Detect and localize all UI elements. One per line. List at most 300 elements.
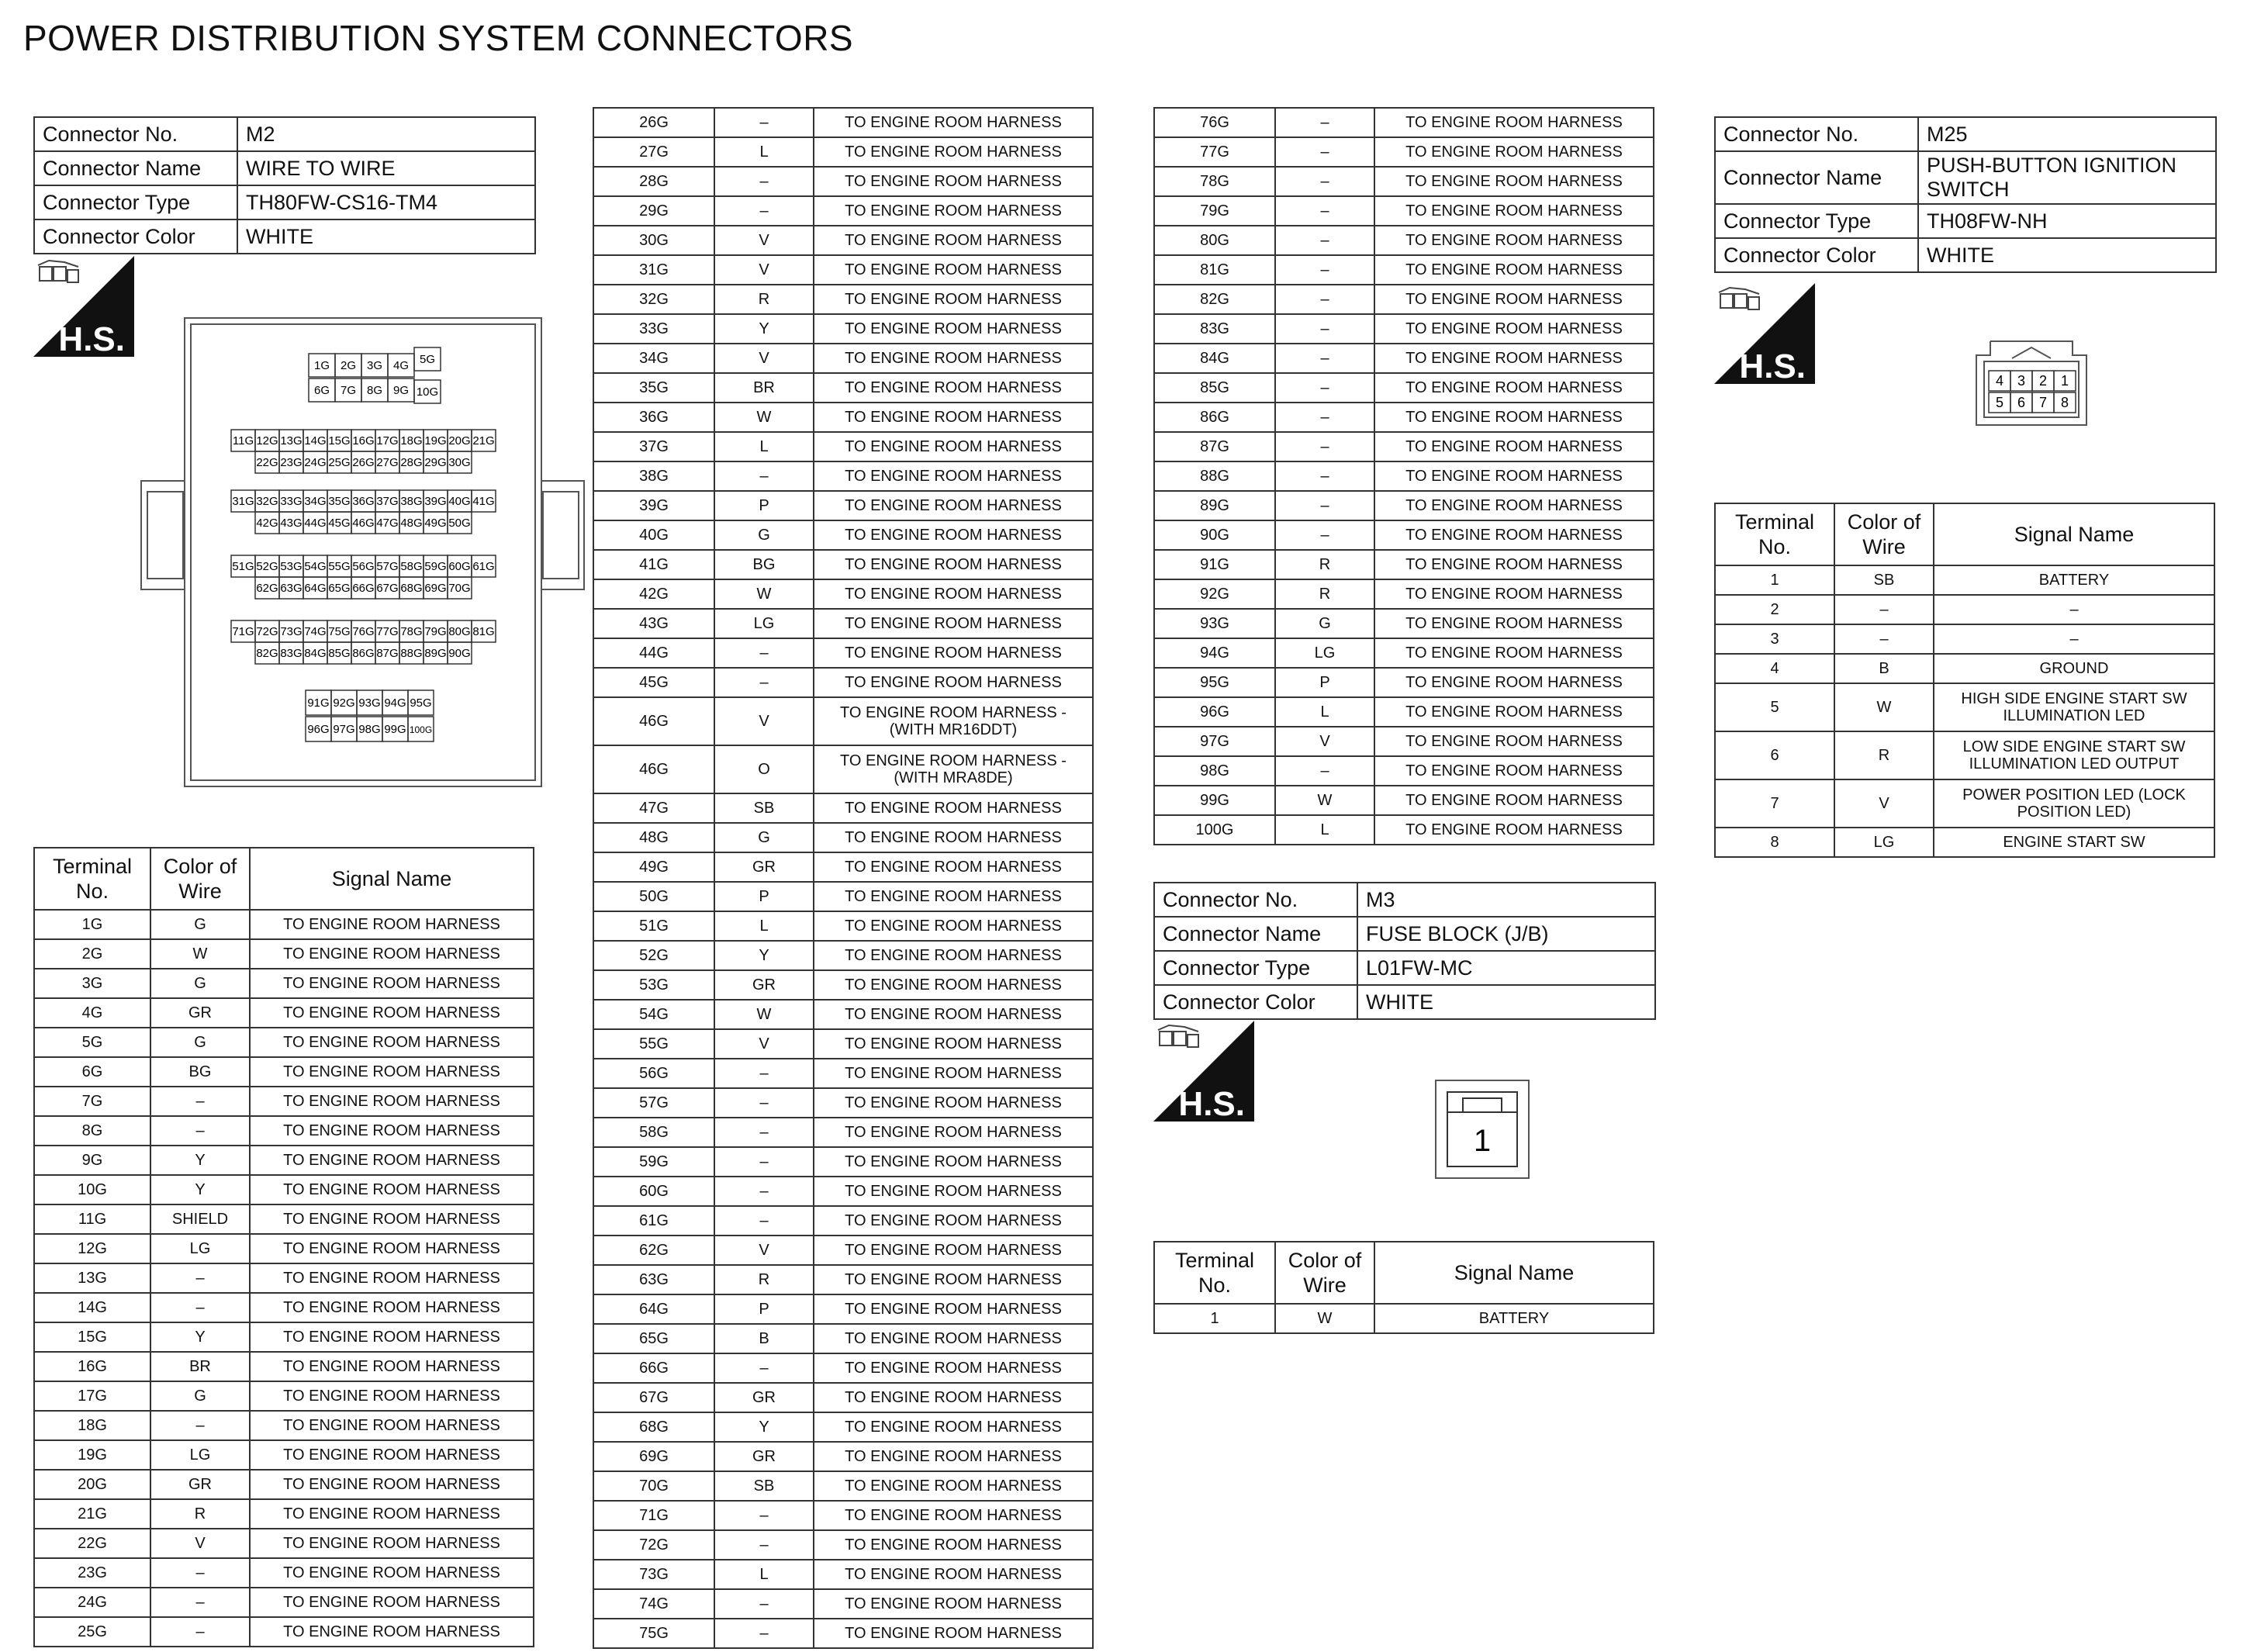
signal-name-cell: TO ENGINE ROOM HARNESS (814, 1471, 1093, 1501)
table-row (1715, 654, 2214, 683)
wire-color-cell: P (1275, 668, 1374, 697)
table-row (1154, 226, 1654, 255)
signal-name-cell: TO ENGINE ROOM HARNESS (250, 939, 534, 969)
pin-label: 59G (424, 560, 447, 573)
wire-color-cell: – (1834, 624, 1934, 654)
pin-label: 44G (304, 517, 327, 530)
pin-label: 2G (340, 359, 357, 372)
wire-color-cell: G (714, 823, 814, 852)
terminal-cell: 25G (34, 1617, 150, 1647)
table-row (1154, 815, 1654, 845)
signal-name-cell: TO ENGINE ROOM HARNESS (814, 882, 1093, 911)
pin-label: 4G (392, 359, 410, 372)
wire-color-cell: – (1275, 255, 1374, 285)
table-row (593, 882, 1093, 911)
wire-color-cell: SB (714, 793, 814, 823)
wire-color-cell: L (1275, 697, 1374, 727)
table-row (34, 1470, 534, 1499)
terminal-cell: 37G (593, 432, 714, 461)
wire-color-cell: W (714, 1000, 814, 1029)
table-row (593, 1000, 1093, 1029)
pin-label: 89G (424, 647, 447, 660)
terminal-cell: 85G (1154, 373, 1275, 403)
table-row (593, 638, 1093, 668)
signal-name-cell: TO ENGINE ROOM HARNESS (814, 638, 1093, 668)
pin-label: 31G (232, 495, 254, 508)
table-row (593, 226, 1093, 255)
pin-label: 77G (376, 625, 399, 638)
pin-label: 90G (448, 647, 471, 660)
table-row (593, 823, 1093, 852)
wire-color-cell: R (1275, 550, 1374, 579)
pin-label: 1 (2060, 373, 2069, 389)
table-row (1715, 565, 2214, 595)
pin-label: 7 (2038, 395, 2048, 410)
signal-name-cell: TO ENGINE ROOM HARNESS (814, 1294, 1093, 1324)
wire-color-cell: L (714, 137, 814, 167)
wire-color-cell: – (714, 461, 814, 491)
terminal-cell: 67G (593, 1383, 714, 1412)
table-row (1715, 624, 2214, 654)
terminal-cell: 54G (593, 1000, 714, 1029)
header-color: Color of Wire (1834, 503, 1934, 565)
signal-name-cell: TO ENGINE ROOM HARNESS (814, 1589, 1093, 1619)
m25-connector-info (1714, 116, 2217, 273)
pin-label: 5 (1995, 395, 2004, 410)
wire-color-cell: W (150, 939, 250, 969)
pin-label: 39G (424, 495, 447, 508)
wire-color-cell: R (714, 285, 814, 314)
pin-label: 63G (280, 582, 303, 595)
signal-name-cell: TO ENGINE ROOM HARNESS (250, 1558, 534, 1588)
terminal-cell: 48G (593, 823, 714, 852)
signal-name-cell: TO ENGINE ROOM HARNESS (814, 1088, 1093, 1118)
m25-table (1714, 503, 2215, 858)
signal-name-cell: TO ENGINE ROOM HARNESS (814, 1029, 1093, 1059)
wire-color-cell: – (1275, 520, 1374, 550)
wire-color-cell: R (150, 1499, 250, 1529)
terminal-cell: 6G (34, 1057, 150, 1087)
terminal-cell: 53G (593, 970, 714, 1000)
terminal-cell: 65G (593, 1324, 714, 1353)
signal-name-cell: TO ENGINE ROOM HARNESS (250, 998, 534, 1028)
table-row (593, 137, 1093, 167)
terminal-cell: 72G (593, 1530, 714, 1560)
pin-label: 29G (424, 456, 447, 469)
wire-color-cell: – (150, 1293, 250, 1322)
pin-label: 68G (400, 582, 423, 595)
terminal-cell: 58G (593, 1118, 714, 1147)
terminal-cell: 56G (593, 1059, 714, 1088)
table-row (1154, 461, 1654, 491)
pin-label: 69G (424, 582, 447, 595)
pin-label: 19G (424, 434, 447, 448)
signal-name-cell: TO ENGINE ROOM HARNESS (1374, 756, 1654, 786)
signal-name-cell: TO ENGINE ROOM HARNESS (814, 970, 1093, 1000)
table-row (1154, 432, 1654, 461)
signal-name-cell: TO ENGINE ROOM HARNESS (1374, 815, 1654, 845)
info-value: WHITE (1918, 238, 2216, 272)
m2-table-b (593, 107, 1094, 1649)
terminal-cell: 66G (593, 1353, 714, 1383)
header-terminal: Terminal No. (1154, 1242, 1275, 1304)
table-row (34, 969, 534, 998)
wire-color-cell: – (714, 1619, 814, 1648)
pin-label: 71G (232, 625, 254, 638)
table-row (593, 520, 1093, 550)
header-terminal: Terminal No. (34, 848, 150, 910)
wire-color-cell: – (714, 1177, 814, 1206)
signal-name-cell: TO ENGINE ROOM HARNESS (814, 373, 1093, 403)
wire-color-cell: P (714, 1294, 814, 1324)
terminal-cell: 24G (34, 1588, 150, 1617)
terminal-cell: 11G (34, 1204, 150, 1234)
pin-label: 52G (256, 560, 278, 573)
pin-label: 85G (328, 647, 351, 660)
signal-name-cell: TO ENGINE ROOM HARNESS (250, 1204, 534, 1234)
pin-label: 45G (328, 517, 351, 530)
info-label: Connector Name (34, 151, 237, 185)
signal-name-cell: TO ENGINE ROOM HARNESS (814, 285, 1093, 314)
terminal-cell: 74G (593, 1589, 714, 1619)
pin-label: 21G (472, 434, 495, 448)
pin-label: 87G (376, 647, 399, 660)
pin-label: 48G (400, 517, 423, 530)
pin-label: 36G (352, 495, 375, 508)
table-row (34, 939, 534, 969)
signal-name-cell: TO ENGINE ROOM HARNESS (1374, 697, 1654, 727)
wire-color-cell: G (714, 520, 814, 550)
wire-color-cell: SB (714, 1471, 814, 1501)
pin-label: 97G (333, 723, 355, 736)
info-label: Connector Type (34, 185, 237, 219)
wire-color-cell: V (714, 344, 814, 373)
info-label: Connector Color (1154, 985, 1357, 1019)
table-row (34, 1057, 534, 1087)
table-row (593, 491, 1093, 520)
wire-color-cell: SHIELD (150, 1204, 250, 1234)
header-color: Color of Wire (150, 848, 250, 910)
info-value: PUSH-BUTTON IGNITION SWITCH (1918, 151, 2216, 204)
signal-name-cell: TO ENGINE ROOM HARNESS (1374, 491, 1654, 520)
wire-color-cell: – (1275, 461, 1374, 491)
pin-label: 60G (448, 560, 471, 573)
table-row (593, 1294, 1093, 1324)
signal-name-cell: TO ENGINE ROOM HARNESS (814, 668, 1093, 697)
terminal-cell: 6 (1715, 731, 1834, 779)
signal-name-cell: TO ENGINE ROOM HARNESS (814, 793, 1093, 823)
hs-label: H.S. (1178, 1085, 1245, 1121)
signal-name-cell: TO ENGINE ROOM HARNESS (250, 1028, 534, 1057)
table-row (34, 1116, 534, 1146)
terminal-cell: 63G (593, 1265, 714, 1294)
pin-label: 24G (304, 456, 327, 469)
signal-name-cell: TO ENGINE ROOM HARNESS (250, 1411, 534, 1440)
table-row (593, 793, 1093, 823)
signal-name-cell: TO ENGINE ROOM HARNESS (814, 1236, 1093, 1265)
table-row (593, 108, 1093, 137)
table-row (1715, 683, 2214, 731)
signal-name-cell: TO ENGINE ROOM HARNESS (1374, 550, 1654, 579)
terminal-cell: 5G (34, 1028, 150, 1057)
pin-label: 16G (352, 434, 375, 448)
signal-name-cell: TO ENGINE ROOM HARNESS (250, 1322, 534, 1352)
info-label: Connector No. (34, 117, 237, 151)
info-value: L01FW-MC (1357, 951, 1655, 985)
wire-color-cell: – (714, 167, 814, 196)
terminal-cell: 52G (593, 941, 714, 970)
signal-name-cell: TO ENGINE ROOM HARNESS (250, 1470, 534, 1499)
terminal-cell: 83G (1154, 314, 1275, 344)
table-row (34, 1204, 534, 1234)
signal-name-cell: TO ENGINE ROOM HARNESS (250, 1588, 534, 1617)
hs-connector-icon (33, 256, 134, 357)
terminal-cell: 99G (1154, 786, 1275, 815)
signal-name-cell: TO ENGINE ROOM HARNESS (1374, 255, 1654, 285)
terminal-cell: 31G (593, 255, 714, 285)
signal-name-cell: TO ENGINE ROOM HARNESS (250, 1529, 534, 1558)
pin-label: 2 (2038, 373, 2048, 389)
m3-connector-diagram (1435, 1080, 1530, 1179)
terminal-cell: 89G (1154, 491, 1275, 520)
wire-color-cell: GR (714, 852, 814, 882)
terminal-cell: 29G (593, 196, 714, 226)
info-value: M3 (1357, 883, 1655, 917)
terminal-cell: 91G (1154, 550, 1275, 579)
wire-color-cell: V (714, 255, 814, 285)
hs-label: H.S. (58, 320, 125, 357)
info-value: WHITE (1357, 985, 1655, 1019)
signal-name-cell: TO ENGINE ROOM HARNESS (814, 1177, 1093, 1206)
wire-color-cell: – (1275, 167, 1374, 196)
pin-label: 92G (333, 696, 355, 710)
signal-name-cell: TO ENGINE ROOM HARNESS (1374, 314, 1654, 344)
terminal-cell: 75G (593, 1619, 714, 1648)
signal-name-cell: TO ENGINE ROOM HARNESS (250, 910, 534, 939)
pin-label: 9G (392, 384, 410, 397)
wire-color-cell: Y (714, 941, 814, 970)
signal-name-cell: TO ENGINE ROOM HARNESS (814, 1530, 1093, 1560)
wire-color-cell: Y (714, 1412, 814, 1442)
signal-name-cell: TO ENGINE ROOM HARNESS (250, 1499, 534, 1529)
terminal-cell: 7G (34, 1087, 150, 1116)
table-row (593, 403, 1093, 432)
table-row (1154, 491, 1654, 520)
info-value: TH80FW-CS16-TM4 (237, 185, 535, 219)
table-row (1715, 731, 2214, 779)
terminal-cell: 16G (34, 1352, 150, 1381)
wire-color-cell: – (150, 1263, 250, 1293)
signal-name-cell: TO ENGINE ROOM HARNESS (814, 432, 1093, 461)
m3-table (1153, 1241, 1654, 1334)
info-value: FUSE BLOCK (J/B) (1357, 917, 1655, 951)
table-row (1154, 550, 1654, 579)
wire-color-cell: W (714, 579, 814, 609)
wire-color-cell: G (1275, 609, 1374, 638)
terminal-cell: 49G (593, 852, 714, 882)
pin-label: 49G (424, 517, 447, 530)
signal-name-cell: POWER POSITION LED (LOCK POSITION LED) (1934, 779, 2214, 828)
wire-color-cell: BG (714, 550, 814, 579)
signal-name-cell: TO ENGINE ROOM HARNESS (814, 520, 1093, 550)
terminal-cell: 51G (593, 911, 714, 941)
table-row (1154, 255, 1654, 285)
wire-color-cell: V (714, 697, 814, 745)
table-row (1154, 609, 1654, 638)
wire-color-cell: Y (150, 1146, 250, 1175)
info-label: Connector No. (1715, 117, 1918, 151)
terminal-cell: 44G (593, 638, 714, 668)
signal-name-cell: TO ENGINE ROOM HARNESS (814, 550, 1093, 579)
hs-connector-icon (1153, 1021, 1254, 1121)
page-title: POWER DISTRIBUTION SYSTEM CONNECTORS (23, 18, 854, 58)
signal-name-cell: TO ENGINE ROOM HARNESS (814, 255, 1093, 285)
wire-color-cell: – (714, 1088, 814, 1118)
pin-label: 50G (448, 517, 471, 530)
table-row (34, 1352, 534, 1381)
signal-name-cell: TO ENGINE ROOM HARNESS (1374, 579, 1654, 609)
pin-label: 82G (256, 647, 278, 660)
terminal-cell: 18G (34, 1411, 150, 1440)
m2-pin-grid (231, 347, 496, 741)
pin-label: 72G (256, 625, 278, 638)
info-label: Connector Color (34, 219, 237, 254)
signal-name-cell: TO ENGINE ROOM HARNESS (1374, 668, 1654, 697)
wire-color-cell: V (714, 1029, 814, 1059)
pin-label: 42G (256, 517, 278, 530)
signal-name-cell: TO ENGINE ROOM HARNESS (814, 1147, 1093, 1177)
table-row (593, 1088, 1093, 1118)
wire-color-cell: V (150, 1529, 250, 1558)
terminal-cell: 38G (593, 461, 714, 491)
signal-name-cell: – (1934, 624, 2214, 654)
terminal-cell: 69G (593, 1442, 714, 1471)
info-value: M25 (1918, 117, 2216, 151)
wire-color-cell: – (150, 1116, 250, 1146)
terminal-cell: 70G (593, 1471, 714, 1501)
signal-name-cell: TO ENGINE ROOM HARNESS (250, 1617, 534, 1647)
pin-label: 27G (376, 456, 399, 469)
pin-label: 47G (376, 517, 399, 530)
info-value: TH08FW-NH (1918, 204, 2216, 238)
terminal-cell: 62G (593, 1236, 714, 1265)
terminal-cell: 12G (34, 1234, 150, 1263)
wire-color-cell: LG (150, 1234, 250, 1263)
info-label: Connector No. (1154, 883, 1357, 917)
signal-name-cell: TO ENGINE ROOM HARNESS (814, 1619, 1093, 1648)
table-row (1154, 727, 1654, 756)
terminal-cell: 1 (1154, 1304, 1275, 1333)
hs-label: H.S. (1739, 347, 1806, 384)
terminal-cell: 45G (593, 668, 714, 697)
pin-label: 74G (304, 625, 327, 638)
wire-color-cell: – (714, 1353, 814, 1383)
terminal-cell: 84G (1154, 344, 1275, 373)
pin-label: 10G (416, 385, 439, 399)
wire-color-cell: GR (714, 1383, 814, 1412)
signal-name-cell: TO ENGINE ROOM HARNESS (1374, 285, 1654, 314)
wire-color-cell: – (714, 1059, 814, 1088)
signal-name-cell: TO ENGINE ROOM HARNESS (250, 1146, 534, 1175)
table-row (1154, 579, 1654, 609)
terminal-cell: 8 (1715, 828, 1834, 857)
table-row (34, 1529, 534, 1558)
terminal-cell: 80G (1154, 226, 1275, 255)
pin-label: 95G (410, 696, 432, 710)
signal-name-cell: TO ENGINE ROOM HARNESS (1374, 461, 1654, 491)
pin-label: 70G (448, 582, 471, 595)
m3-pin-1: 1 (1473, 1124, 1492, 1158)
table-row (593, 1206, 1093, 1236)
wire-color-cell: B (1834, 654, 1934, 683)
signal-name-cell: TO ENGINE ROOM HARNESS (1374, 609, 1654, 638)
wire-color-cell: Y (150, 1175, 250, 1204)
terminal-cell: 97G (1154, 727, 1275, 756)
pin-label: 80G (448, 625, 471, 638)
table-row (593, 1471, 1093, 1501)
signal-name-cell: TO ENGINE ROOM HARNESS - (WITH MRA8DE) (814, 745, 1093, 793)
terminal-cell: 94G (1154, 638, 1275, 668)
wire-color-cell: – (1275, 344, 1374, 373)
pin-label: 8G (366, 384, 383, 397)
table-row (593, 1412, 1093, 1442)
signal-name-cell: TO ENGINE ROOM HARNESS (1374, 786, 1654, 815)
wire-color-cell: – (714, 108, 814, 137)
pin-label: 1G (313, 359, 330, 372)
info-label: Connector Name (1715, 151, 1918, 204)
table-row (593, 852, 1093, 882)
terminal-cell: 20G (34, 1470, 150, 1499)
signal-name-cell: TO ENGINE ROOM HARNESS (250, 1057, 534, 1087)
table-row (1154, 137, 1654, 167)
terminal-cell: 50G (593, 882, 714, 911)
signal-name-cell: TO ENGINE ROOM HARNESS (1374, 344, 1654, 373)
wire-color-cell: LG (1834, 828, 1934, 857)
table-row (34, 1558, 534, 1588)
signal-name-cell: TO ENGINE ROOM HARNESS (814, 226, 1093, 255)
table-row (1154, 373, 1654, 403)
table-row (593, 911, 1093, 941)
pin-label: 78G (400, 625, 423, 638)
terminal-cell: 82G (1154, 285, 1275, 314)
pin-label: 11G (232, 434, 254, 448)
pin-label: 56G (352, 560, 375, 573)
pin-label: 91G (307, 696, 330, 710)
pin-label: 54G (304, 560, 327, 573)
signal-name-cell: – (1934, 595, 2214, 624)
table-row (1154, 786, 1654, 815)
terminal-cell: 5 (1715, 683, 1834, 731)
signal-name-cell: TO ENGINE ROOM HARNESS (1374, 196, 1654, 226)
wire-color-cell: – (1275, 285, 1374, 314)
terminal-cell: 71G (593, 1501, 714, 1530)
wire-color-cell: LG (1275, 638, 1374, 668)
wire-color-cell: – (714, 1206, 814, 1236)
terminal-cell: 14G (34, 1293, 150, 1322)
table-row (34, 1028, 534, 1057)
pin-label: 51G (232, 560, 254, 573)
signal-name-cell: TO ENGINE ROOM HARNESS (814, 1059, 1093, 1088)
pin-label: 65G (328, 582, 351, 595)
table-row (593, 1177, 1093, 1206)
wire-color-cell: – (150, 1558, 250, 1588)
info-label: Connector Type (1715, 204, 1918, 238)
info-label: Connector Color (1715, 238, 1918, 272)
terminal-cell: 30G (593, 226, 714, 255)
pin-label: 14G (304, 434, 327, 448)
wire-color-cell: – (714, 1501, 814, 1530)
table-row (1154, 697, 1654, 727)
